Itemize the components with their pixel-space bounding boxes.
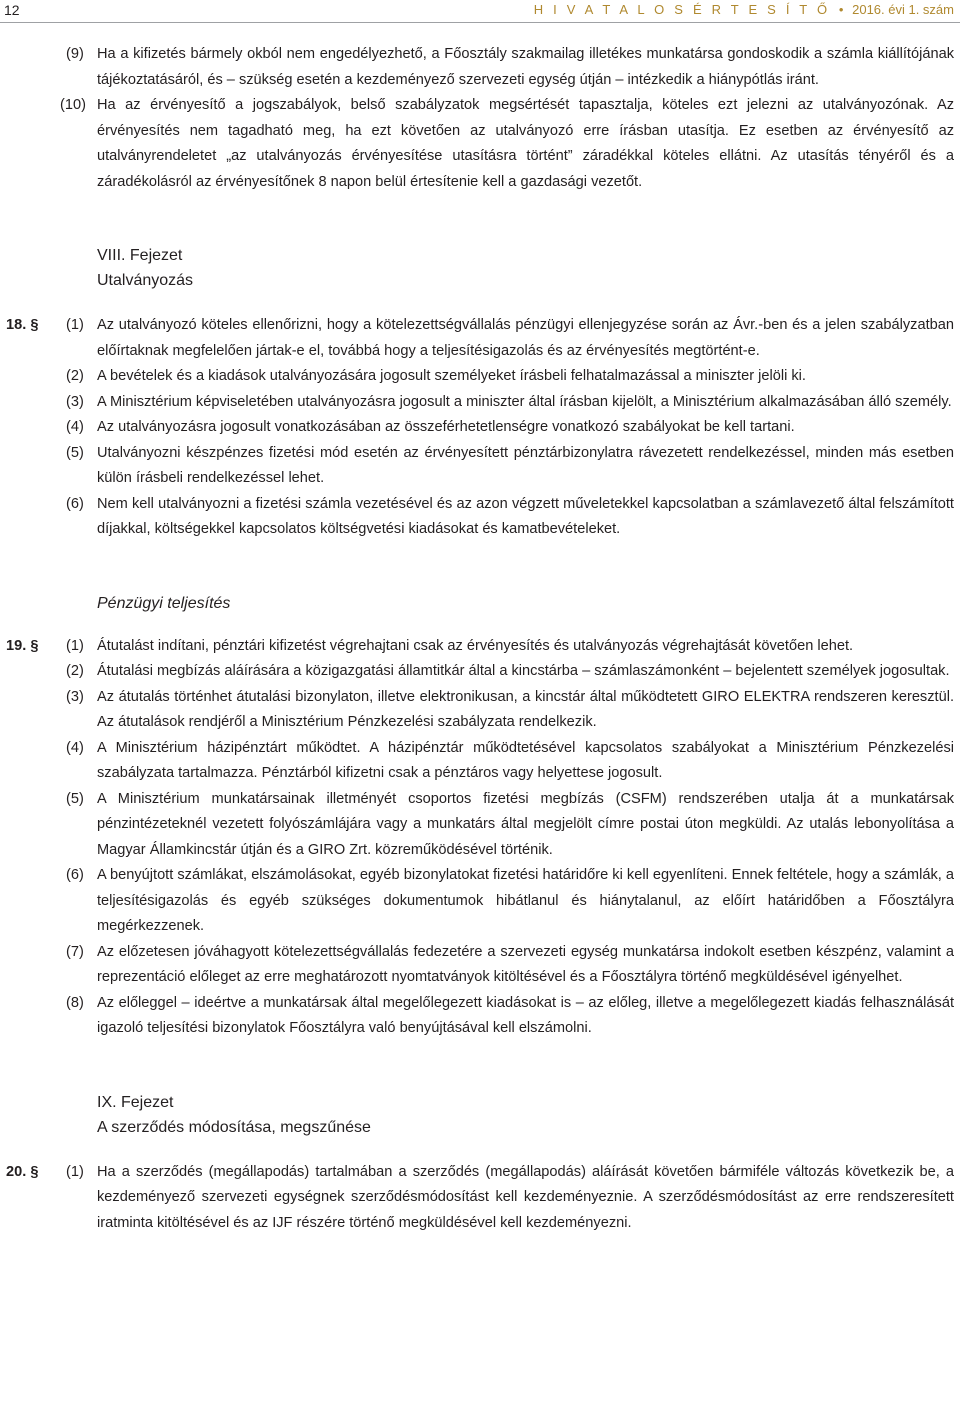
paragraph-number: (6) xyxy=(66,495,84,512)
page-number: 12 xyxy=(4,2,20,18)
paragraph-number: (4) xyxy=(66,419,84,435)
paragraph xyxy=(0,364,960,390)
paragraph-number: (5) xyxy=(66,444,84,461)
paragraph-number: (3) xyxy=(66,393,84,410)
paragraph-text: Utalványozni készpénzes fizetési mód esetén az érvényesített pénztárbizonylatra rávezetett rendelkezéssel, minden más esetben külön írásbeli rendelkezéssel lehet. xyxy=(97,444,954,486)
paragraph-number: (5) xyxy=(66,790,84,807)
paragraph xyxy=(0,863,960,940)
paragraph-number: (1) xyxy=(66,317,84,333)
paragraph xyxy=(0,93,960,195)
paragraph-text: A bevételek és a kiadások utalványozására jogosult személyeket írásbeli felhatalmazással a miniszter jelöli ki. xyxy=(97,368,806,384)
paragraph-number: (4) xyxy=(66,739,84,756)
paragraph-text: Az utalványozásra jogosult vonatkozásában az összeférhetetlenségre vonatkozó szabályokat be kell tartani. xyxy=(97,419,795,435)
paragraph xyxy=(0,492,960,543)
paragraph xyxy=(0,313,960,364)
section-19 xyxy=(0,634,960,1042)
paragraph xyxy=(0,991,960,1042)
paragraph xyxy=(0,685,960,736)
paragraph-number: (3) xyxy=(66,688,84,705)
section-20 xyxy=(0,1160,960,1237)
paragraph-number: (1) xyxy=(66,1163,84,1180)
chapter-title: A szerződés módosítása, megszűnése xyxy=(97,1118,371,1136)
paragraph xyxy=(0,659,960,685)
paragraph-number: (6) xyxy=(66,867,84,883)
chapter-heading xyxy=(0,1090,960,1140)
chapter-heading xyxy=(0,243,960,293)
paragraph xyxy=(0,940,960,991)
paragraph-text: Az utalványozó köteles ellenőrizni, hogy a kötelezettségvállalás pénzügyi ellenjegyzése során az Ávr.-ben és a jelen szabályzatban előírtaknak megfelelően jártak-e el, továbbá hogy a teljesítésigazolás és az érvényesítés megtörtént-e. xyxy=(97,317,954,359)
paragraph-number: (8) xyxy=(66,994,84,1011)
section-18 xyxy=(0,313,960,543)
paragraph xyxy=(0,441,960,492)
paragraph-number: (7) xyxy=(66,943,84,960)
running-head xyxy=(534,1,954,19)
paragraph-text: Ha a szerződés (megállapodás) tartalmában a szerződés (megállapodás) aláírását követően bármiféle változás következik be, a kezdeményező szervezeti egységnek szerződésmódosítást kell kezdeményeznie. A szerződésmódosítást az erre rendszeresített iratminta kitöltésével és az IJF részére történő megküldésével kell kezdeményezni. xyxy=(97,1163,954,1231)
paragraph-text: Az átutalás történhet átutalási bizonylaton, illetve elektronikusan, a kincstár által működtetett GIRO ELEKTRA rendszeren keresztül. Az átutalások rendjéről a Minisztérium Pénzkezelési szabályzata rendelkezik. xyxy=(97,688,954,730)
paragraph-text: A Minisztérium házipénztárt működtet. A házipénztár működtetésével kapcsolatos szabályokat a Minisztérium Pénzkezelési szabályzata tartalmazza. Pénztárból kifizetni csak a pénztáros vagy helyettese jogosult. xyxy=(97,739,954,781)
paragraph xyxy=(0,736,960,787)
paragraph-text: Átutalási megbízás aláírására a közigazgatási államtitkár által a kincstárba – számlaszámonként – bejelentett személyek jogosultak. xyxy=(97,663,950,679)
paragraph-text: Nem kell utalványozni a fizetési számla vezetésével és az azon végzett műveletekkel kapcsolatban a számlavezető által felszámított díjakkal, költségekkel kapcsolatos költségvetési kiadásokat és kamatbevételeket. xyxy=(97,495,954,537)
chapter-number: VIII. Fejezet xyxy=(97,247,183,264)
paragraph xyxy=(0,787,960,864)
paragraph-text: Ha az érvényesítő a jogszabályok, belső szabályzatok megsértését tapasztalja, köteles ezt jelezni az utalványozónak. Az érvényesítés nem tagadható meg, ha ezt követően az utalványozó erre írásban utasítja. Ez esetben az érvényesítő az utalványrendeletet „az utalványozás érvényesítése utasításra történt” záradékkal köteles ellátni. Az utasítás tényéről és a záradékolásról az érvényesítőnek 8 napon belül értesítenie kell a gazdasági vezetőt. xyxy=(97,97,954,190)
paragraph-text: Ha a kifizetés bármely okból nem engedélyezhető, a Főosztály szakmailag illetékes munkatársa gondoskodik a számla kiállítójának tájékoztatásáról, és – szükség esetén a kezdeményező szervezeti egység útján – intézkedik a hiánypótlás iránt. xyxy=(97,46,954,88)
paragraph-text: A Minisztérium munkatársainak illetményét csoportos fizetési megbízás (CSFM) rendszerében utalja át a munkatársak pénzintézeteknél vezetett folyószámlájára vagy a munkatárs által megjelölt címre postai úton megküldi. Az utalás lebonyolítása a Magyar Államkincstár útján és a GIRO Zrt. közreműködésével történik. xyxy=(97,790,954,858)
paragraph-text: A benyújtott számlákat, elszámolásokat, egyéb bizonylatokat fizetési határidőre ki kell egyenlíteni. Ennek feltétele, hogy a számlák, a teljesítésigazolás és egyéb szükséges dokumentumok hibátlanul és hiánytalanul, az előírt határidőben a Főosztályra megérkezzenek. xyxy=(97,867,954,934)
section-label: 18. § xyxy=(6,317,39,333)
bullet-separator: • xyxy=(838,2,844,17)
paragraph-text: Az előzetesen jóváhagyott kötelezettségvállalás fedezetére a szervezeti egység munkatársa indokolt esetben készpénz, valamint a reprezentáció előleget az erre meghatározott nyomtatványok kitöltésével és a Főosztályra történő megküldésével igényelhet. xyxy=(97,943,954,985)
paragraph-number: (2) xyxy=(66,368,84,384)
page-header xyxy=(0,0,960,22)
page-content xyxy=(0,42,960,1236)
paragraph-text: Az előleggel – ideértve a munkatársak által megelőlegezett kiadásokat is – az előleg, illetve a megelőlegezett kiadás felhasználását igazoló teljesítési bizonylatok Főosztályra való benyújtásával kell elszámolni. xyxy=(97,994,954,1036)
paragraph xyxy=(0,42,960,93)
header-rule xyxy=(0,22,960,23)
paragraph-text: A Minisztérium képviseletében utalványozásra jogosult a miniszter által írásban kijelölt, a Minisztérium alkalmazásában álló személy. xyxy=(97,393,952,410)
paragraph-number: (10) xyxy=(60,97,86,113)
paragraph-number: (9) xyxy=(66,46,84,62)
paragraph-number: (1) xyxy=(66,637,84,654)
publication-title: H I V A T A L O S É R T E S Í T Ő xyxy=(533,2,831,17)
chapter-number: IX. Fejezet xyxy=(97,1093,174,1111)
section-label: 19. § xyxy=(6,637,39,654)
chapter-title: Utalványozás xyxy=(97,272,194,289)
paragraph xyxy=(0,415,960,441)
issue-number: 2016. évi 1. szám xyxy=(852,2,954,17)
section-label: 20. § xyxy=(6,1163,39,1180)
paragraph xyxy=(0,390,960,416)
paragraph-text: Átutalást indítani, pénztári kifizetést végrehajtani csak az érvényesítés és utalványozás végrehajtását követően lehet. xyxy=(97,637,854,654)
paragraph xyxy=(0,634,960,660)
paragraph xyxy=(0,1160,960,1237)
subsection-title: Pénzügyi teljesítés xyxy=(97,594,231,612)
paragraph-number: (2) xyxy=(66,663,84,679)
